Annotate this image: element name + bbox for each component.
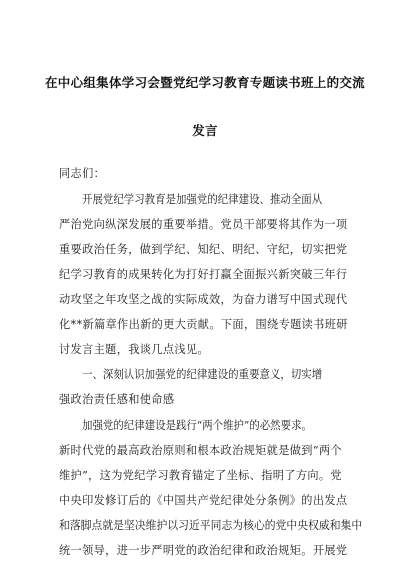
paragraph-line: 加强党的纪律建设是践行“两个维护”的必然要求。 xyxy=(82,419,312,432)
section-heading-line: 一、深刻认识加强党的纪律建设的重要意义，切实增 xyxy=(82,368,323,381)
paragraph-line: 重要政治任务，做到学纪、知纪、明纪、守纪，切实把党 xyxy=(59,243,348,256)
paragraph-line: 和落脚点就是坚决维护以习近平同志为核心的党中央权威和集中 xyxy=(59,519,363,532)
paragraph-line: 新时代党的最高政治原则和根本政治规矩就是做到“两个 xyxy=(59,444,342,457)
paragraph-line: 维护”，这为党纪学习教育锚定了坐标、指明了方向。党 xyxy=(59,469,342,482)
salutation: 同志们： xyxy=(59,167,106,180)
paragraph-line: 动攻坚之年攻坚之战的实际成效，为奋力谱写中国式现代 xyxy=(59,293,348,306)
section-heading-line: 强政治责任感和使命感 xyxy=(59,393,175,406)
document-title-line-1: 在中心组集体学习会暨党纪学习教育专题读书班上的交流 xyxy=(44,75,365,90)
paragraph-line: 讨发言主题，我谈几点浅见。 xyxy=(59,343,209,356)
paragraph-line: 严治党向纵深发展的重要举措。党员干部要将其作为一项 xyxy=(59,218,348,231)
paragraph-line: 纪学习教育的成果转化为打好打赢全面振兴新突破三年行 xyxy=(59,268,348,281)
paragraph-line: 开展党纪学习教育是加强党的纪律建设、推动全面从 xyxy=(82,193,323,206)
paragraph-line: 统一领导，进一步严明党的政治纪律和政治规矩。开展党 xyxy=(59,544,348,557)
paragraph-line: 化**新篇章作出新的更大贡献。下面，围绕专题读书班研 xyxy=(59,318,348,331)
paragraph-line: 中央印发修订后的《中国共产党纪律处分条例》的出发点 xyxy=(59,494,348,507)
document-title-line-2: 发言 xyxy=(192,123,218,138)
